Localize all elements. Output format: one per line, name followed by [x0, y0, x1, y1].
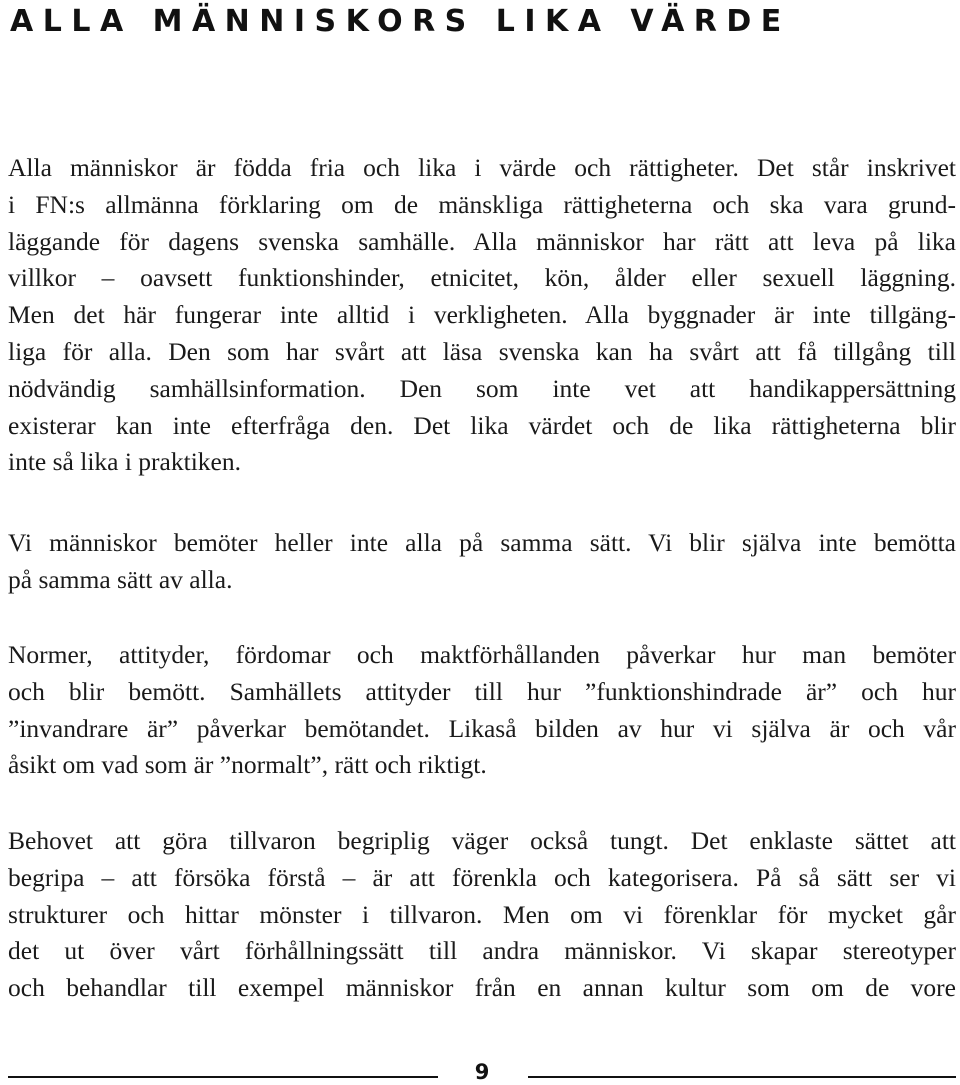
paragraph-2: [8, 525, 956, 599]
text-line: Alla människor är födda fria och lika i värde och rättigheter. Det står inskrivet: [8, 153, 956, 182]
text-line: det ut över vårt förhållningssätt till andra människor. Vi skapar stereotyper: [8, 936, 956, 966]
text-line: Normer, attityder, fördomar och maktförhållanden påverkar hur man bemöter: [8, 640, 956, 669]
text-line: inte så lika i praktiken.: [8, 447, 241, 477]
text-line: Men det här fungerar inte alltid i verkligheten. Alla byggnader är inte tillgäng-: [8, 300, 956, 330]
text-line: nödvändig samhällsinformation. Den som inte vet att handikappersättning: [8, 373, 956, 403]
text-line: i FN:s allmänna förklaring om de mänskliga rättigheterna och ska vara grund-: [8, 189, 956, 219]
text-line: och behandlar till exempel människor från en annan kultur som om de vore: [8, 973, 956, 1003]
text-line: och blir bemött. Samhällets attityder till hur ”funktionshindrade är” och hur: [8, 676, 956, 706]
text-line: existerar kan inte efterfråga den. Det lika värdet och de lika rättigheterna blir: [8, 410, 956, 440]
text-line: Behovet att göra tillvaron begriplig väger också tungt. Det enklaste sättet att: [8, 826, 956, 855]
paragraph-1: [8, 150, 956, 481]
footer-rule-right: [528, 1076, 956, 1078]
page-title: ALLA MÄNNISKORS LIKA VÄRDE: [10, 4, 791, 39]
paragraph-3: [8, 637, 956, 784]
page-number: 9: [474, 1060, 490, 1084]
text-line: på samma sätt av alla.: [8, 564, 233, 594]
text-line: ”invandrare är” påverkar bemötandet. Likaså bilden av hur vi själva är och vår: [8, 713, 956, 743]
text-line: villkor – oavsett funktionshinder, etnicitet, kön, ålder eller sexuell läggning.: [8, 263, 956, 293]
paragraph-4: [8, 823, 956, 1007]
text-line: åsikt om vad som är ”normalt”, rätt och riktigt.: [8, 750, 487, 780]
text-line: Vi människor bemöter heller inte alla på samma sätt. Vi blir själva inte bemötta: [8, 528, 956, 557]
text-line: strukturer och hittar mönster i tillvaron. Men om vi förenklar för mycket går: [8, 899, 956, 929]
text-line: läggande för dagens svenska samhälle. Alla människor har rätt att leva på lika: [8, 226, 956, 256]
footer-rule-left: [8, 1076, 438, 1078]
text-line: begripa – att försöka förstå – är att förenkla och kategorisera. På så sätt ser vi: [8, 862, 956, 892]
text-line: liga för alla. Den som har svårt att läsa svenska kan ha svårt att få tillgång till: [8, 336, 956, 366]
